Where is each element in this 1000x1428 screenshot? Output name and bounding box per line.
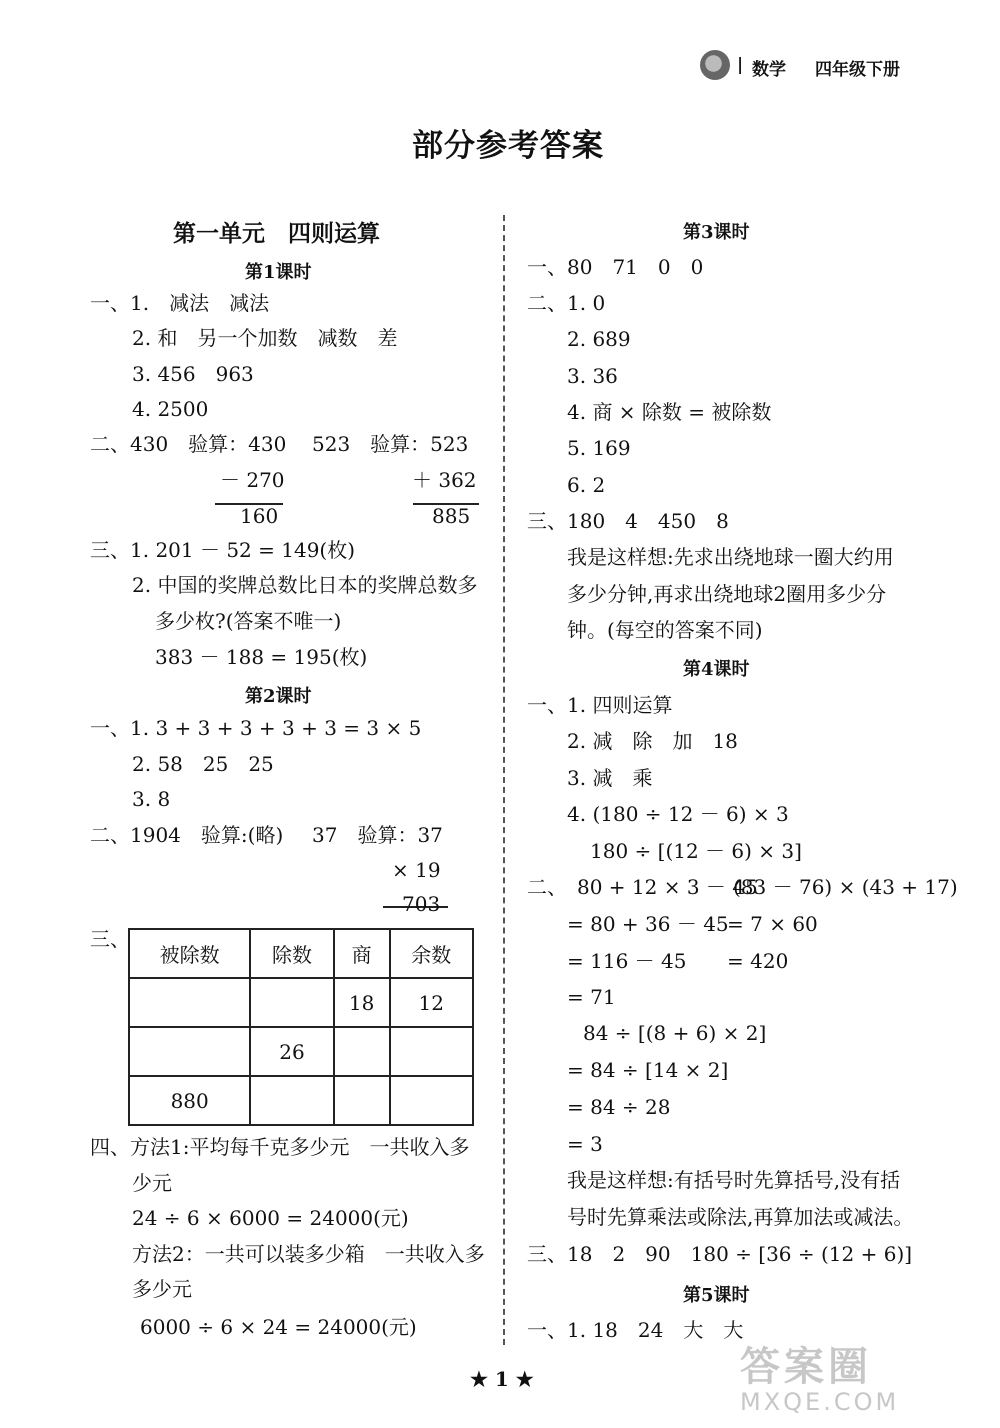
l2-s4-line5: 多少元 [132,1277,192,1301]
l1-s1-line2: 2. 和 另一个加数 减数 差 [132,326,398,350]
l4-s2-b2: = 7 × 60 [727,912,818,936]
l2-s4-line1: 四、方法1:平均每千克多少元 一共收入多 [90,1135,470,1159]
l2-s2-check-b-result: 703 [402,892,441,916]
sun-logo-icon [700,50,730,80]
l2-s4-line3: 24 ÷ 6 × 6000 = 24000(元) [132,1206,409,1230]
l3-s2-line5: 5. 169 [567,436,631,460]
l4-s1-line4: 4. (180 ÷ 12 － 6) × 3 [567,802,789,826]
l2-s1-line2: 2. 58 25 25 [132,752,274,776]
table-cell: 880 [129,1076,250,1125]
table-cell [250,1076,333,1125]
table-cell [390,1027,473,1076]
l2-s2-check-b-mul: × 19 [392,858,441,882]
page-title: 部分参考答案 [412,128,604,164]
watermark-bottom: MXQE.COM [740,1388,900,1416]
l1-s3-line4: 383 － 188 = 195(枚) [155,645,368,669]
l1-s1-line1: 一、1. 减法 减法 [90,291,270,315]
l4-s1-line5: 180 ÷ [(12 － 6) × 3] [590,839,802,863]
l1-s1-line4: 4. 2500 [132,397,209,421]
l4-s1-line1: 一、1. 四则运算 [527,693,673,717]
l1-s2-check-b-result: 885 [432,504,471,528]
l4-s2-c1: 84 ÷ [(8 + 6) × 2] [583,1021,767,1045]
table-header-row [129,929,473,978]
lesson3-title: 第3课时 [683,222,750,243]
l2-s4-line2: 少元 [132,1171,172,1195]
page-number [470,1367,534,1391]
l2-s2-check-a: 二、1904 验算:(略) [90,823,284,847]
watermark [740,1345,970,1415]
star-icon: ★ [470,1367,488,1391]
l3-s3-line1: 三、180 4 450 8 [527,509,729,533]
l3-s3-line3: 多少分钟,再求出绕地球2圈用多少分 [567,582,887,606]
l1-s3-line2: 2. 中国的奖牌总数比日本的奖牌总数多 [132,573,478,597]
table-header-cell: 余数 [390,929,473,978]
lesson5-title: 第5课时 [683,1285,750,1306]
page-number-text: 1 [494,1367,509,1391]
l1-s2-check-a-result: 160 [240,504,279,528]
l4-s2-a3: = 116 － 45 [567,949,687,973]
table-cell [129,978,250,1027]
l2-s2-check-b: 37 验算：37 [312,823,443,847]
lesson1-title: 第1课时 [245,262,312,283]
table-row [129,1076,473,1125]
table-cell [390,1076,473,1125]
table-header-cell: 被除数 [129,929,250,978]
l1-s3-line1: 三、1. 201 － 52 = 149(枚) [90,538,356,562]
l3-s1: 一、80 71 0 0 [527,255,704,279]
l4-s2-a4: = 71 [567,985,616,1009]
watermark-top: 答案圈 [740,1344,872,1390]
l3-s2-line4: 4. 商 × 除数 = 被除数 [567,400,772,424]
l4-s2-b1: (83 － 76) × (43 + 17) [733,875,958,899]
l4-s3: 三、18 2 90 180 ÷ [36 ÷ (12 + 6)] [527,1242,913,1266]
l2-s4-line6: 6000 ÷ 6 × 24 = 24000(元) [140,1315,417,1339]
l2-s3-label: 三、 [90,927,130,951]
l4-s2-c2: = 84 ÷ [14 × 2] [567,1058,729,1082]
l1-s1-line3: 3. 456 963 [132,362,254,386]
l4-s1-line2: 2. 减 除 加 18 [567,729,738,753]
table-header-cell: 商 [334,929,390,978]
l4-s2-b3: = 420 [727,949,789,973]
l3-s2-line1: 二、1. 0 [527,291,606,315]
l1-s2-check-b: 523 验算：523 [312,432,469,456]
table-row [129,978,473,1027]
l4-s2-c3: = 84 ÷ 28 [567,1095,671,1119]
l4-s1-line3: 3. 减 乘 [567,766,653,790]
l3-s3-line2: 我是这样想:先求出绕地球一圈大约用 [567,545,894,569]
unit-title: 第一单元 四则运算 [173,220,380,247]
l2-s4-line4: 方法2：一共可以装多少箱 一共收入多 [132,1242,485,1266]
l4-s2-a1: 二、 80 + 12 × 3 － 45 [527,875,758,899]
l4-s2-note1: 我是这样想:有括号时先算括号,没有括 [567,1168,901,1192]
header-subject: 数学 [752,60,786,80]
l3-s2-line2: 2. 689 [567,327,631,351]
lesson2-title: 第2课时 [245,686,312,707]
table-header-cell: 除数 [250,929,333,978]
lesson4-title: 第4课时 [683,659,750,680]
header-bar: | [737,55,744,75]
table-cell [250,978,333,1027]
table-cell [334,1027,390,1076]
table-cell: 18 [334,978,390,1027]
l4-s2-note2: 号时先算乘法或除法,再算加法或减法。 [567,1205,914,1229]
l1-s2-check-a-sub: － 270 [220,468,285,492]
star-icon: ★ [515,1367,534,1391]
division-table [128,928,474,1126]
table-row [129,1027,473,1076]
l3-s2-line6: 6. 2 [567,473,606,497]
l4-s2-a2: = 80 + 36 － 45 [567,912,729,936]
table-cell [129,1027,250,1076]
table-cell: 26 [250,1027,333,1076]
column-divider [503,215,505,1345]
header-grade: 四年级下册 [815,60,900,80]
l1-s2-check-a: 二、430 验算：430 [90,432,287,456]
l2-s1-line1: 一、1. 3 + 3 + 3 + 3 + 3 = 3 × 5 [90,716,422,740]
l5-s1-line1: 一、1. 18 24 大 大 [527,1318,744,1342]
l2-s1-line3: 3. 8 [132,787,171,811]
l3-s3-line4: 钟。(每空的答案不同) [567,618,763,642]
table-cell [334,1076,390,1125]
l1-s3-line3: 多少枚?(答案不唯一) [155,609,342,633]
l3-s2-line3: 3. 36 [567,364,618,388]
table-cell: 12 [390,978,473,1027]
l1-s2-check-b-add: ＋ 362 [412,468,477,492]
l4-s2-c4: = 3 [567,1132,603,1156]
